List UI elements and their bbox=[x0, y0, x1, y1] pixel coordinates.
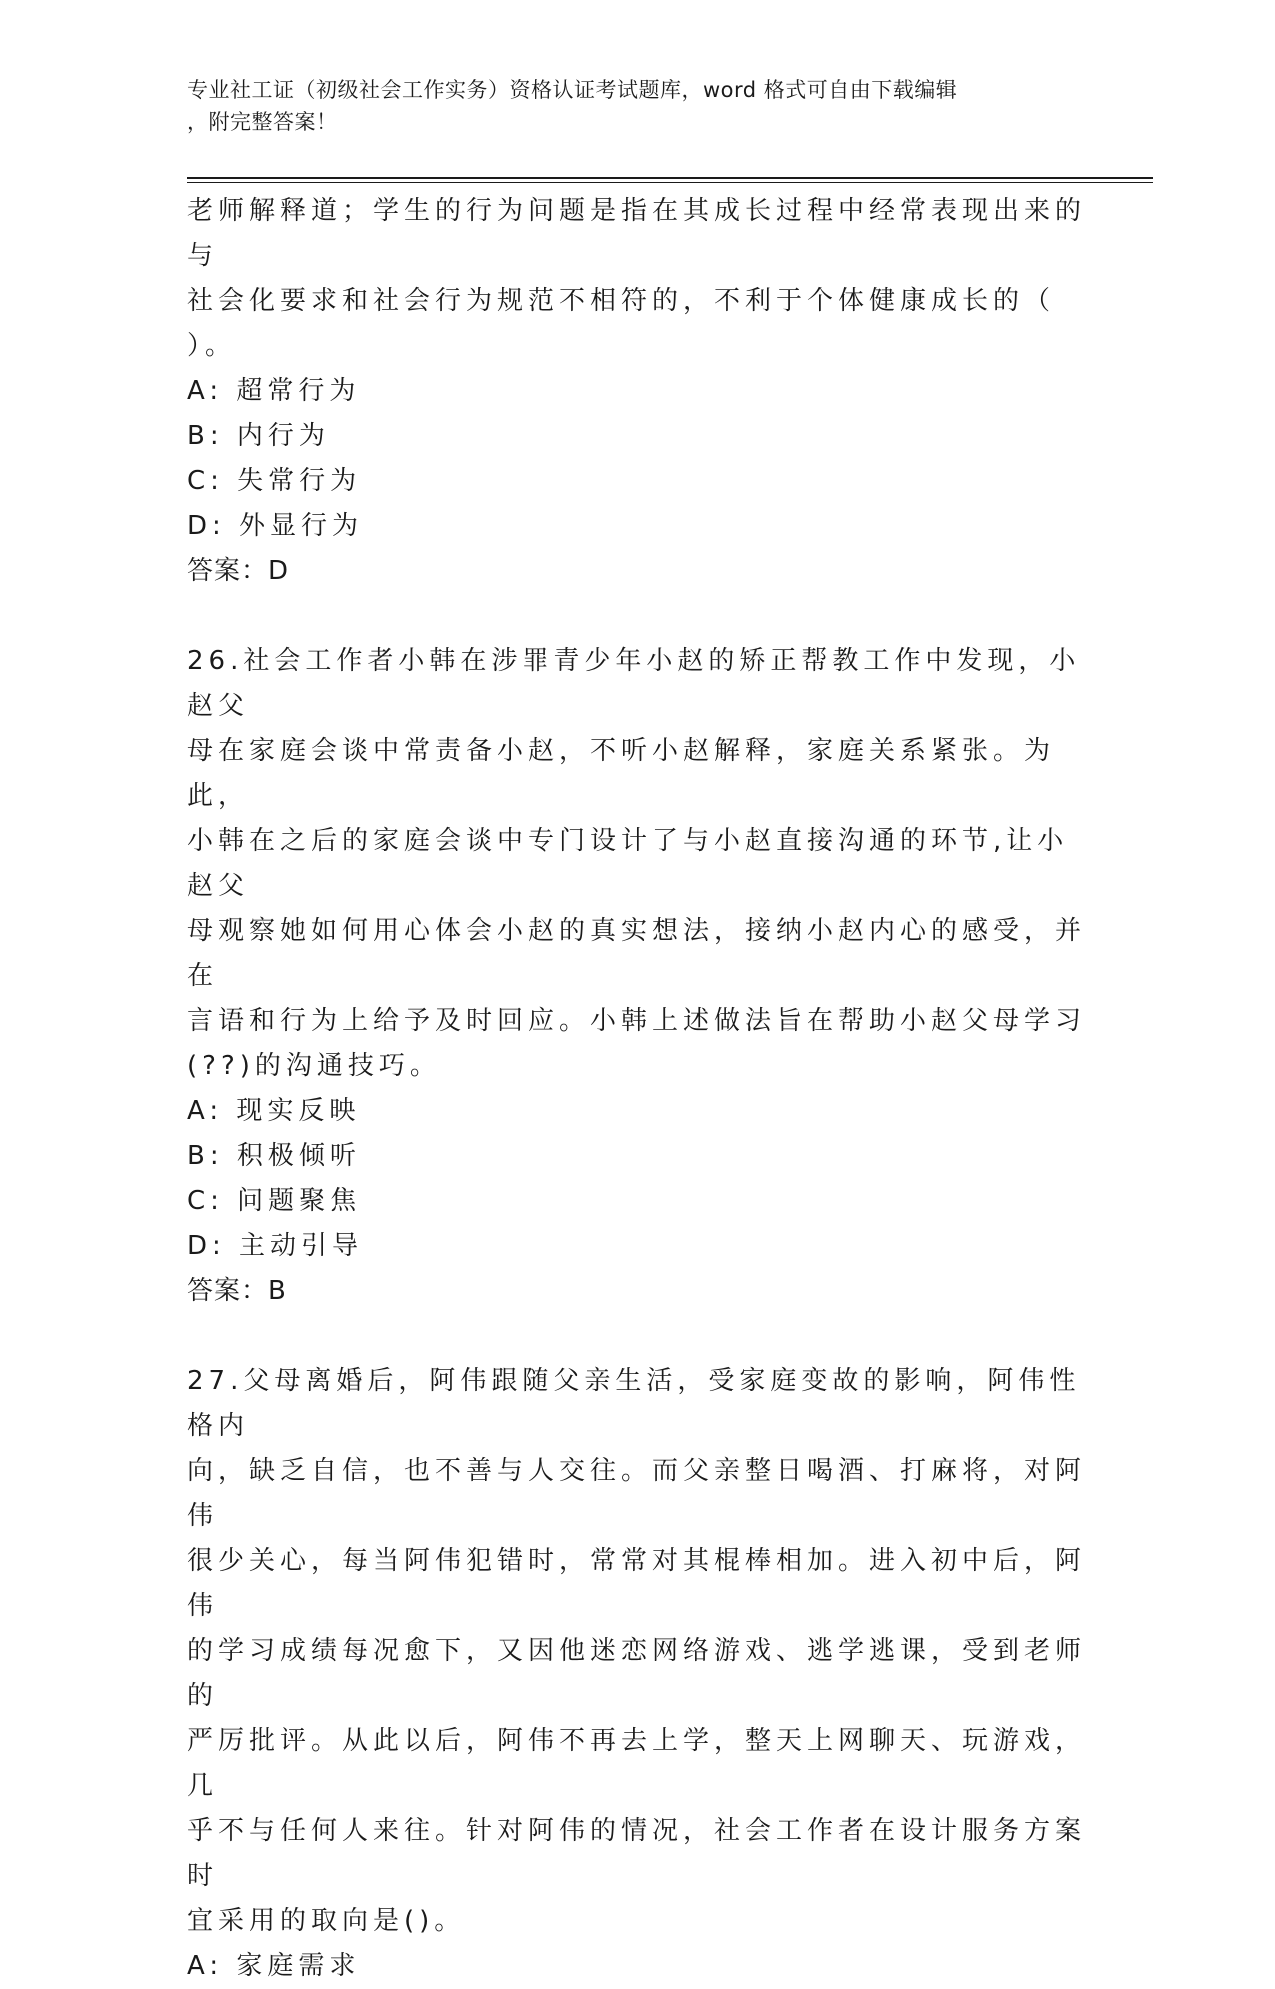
question-stem: 27.父母离婚后，阿伟跟随父亲生活，受家庭变故的影响，阿伟性格内 向，缺乏自信，也不善与人交往。而父亲整日喝酒、打麻将，对阿伟 很少关心，每当阿伟犯错时，常常对其棍棒相加。进入初中后，阿伟 的学习成绩每况愈下，又因他迷恋网络游戏、逃学逃课，受到老师的 严厉批评。从此以后，阿伟不再去上学，整天上网聊天、玩游戏，几 乎不与任何人来往。针对阿伟的情况，社会工作者在设计服务方案时 宜采用的取向是()。 bbox=[187, 1366, 1087, 1936]
option-d: D: 外显行为 bbox=[187, 511, 364, 541]
question-25 bbox=[187, 189, 1087, 594]
spacer bbox=[187, 1314, 1087, 1359]
spacer bbox=[187, 594, 1087, 639]
header-rule-thin bbox=[187, 182, 1153, 183]
option-c: C: 失常行为 bbox=[187, 466, 362, 496]
option-a: A: 家庭需求 bbox=[187, 1951, 361, 1981]
question-stem: 26.社会工作者小韩在涉罪青少年小赵的矫正帮教工作中发现，小赵父 母在家庭会谈中常责备小赵，不听小赵解释，家庭关系紧张。为此， 小韩在之后的家庭会谈中专门设计了与小赵直接沟通的环节,让小赵父 母观察她如何用心体会小赵的真实想法，接纳小赵内心的感受，并在 言语和行为上给予及时回应。小韩上述做法旨在帮助小赵父母学习 (??)的沟通技巧。 bbox=[187, 646, 1087, 1081]
option-a: A: 超常行为 bbox=[187, 376, 361, 406]
option-c: C: 问题聚焦 bbox=[187, 1186, 362, 1216]
question-list bbox=[187, 189, 1087, 1989]
option-b: B: 内行为 bbox=[187, 421, 330, 451]
option-d: D: 主动引导 bbox=[187, 1231, 364, 1261]
header-rule-thick bbox=[187, 177, 1153, 179]
document-header: 专业社工证（初级社会工作实务）资格认证考试题库，word 格式可自由下载编辑 ，附完整答案！ bbox=[187, 78, 958, 134]
answer: 答案：D bbox=[187, 556, 290, 586]
option-b: B: 积极倾听 bbox=[187, 1141, 361, 1171]
question-stem: 老师解释道；学生的行为问题是指在其成长过程中经常表现出来的与 社会化要求和社会行为规范不相符的，不利于个体健康成长的（ ）。 bbox=[187, 196, 1087, 361]
question-26 bbox=[187, 639, 1087, 1314]
question-27 bbox=[187, 1359, 1087, 1989]
option-a: A: 现实反映 bbox=[187, 1096, 361, 1126]
answer: 答案：B bbox=[187, 1276, 287, 1306]
